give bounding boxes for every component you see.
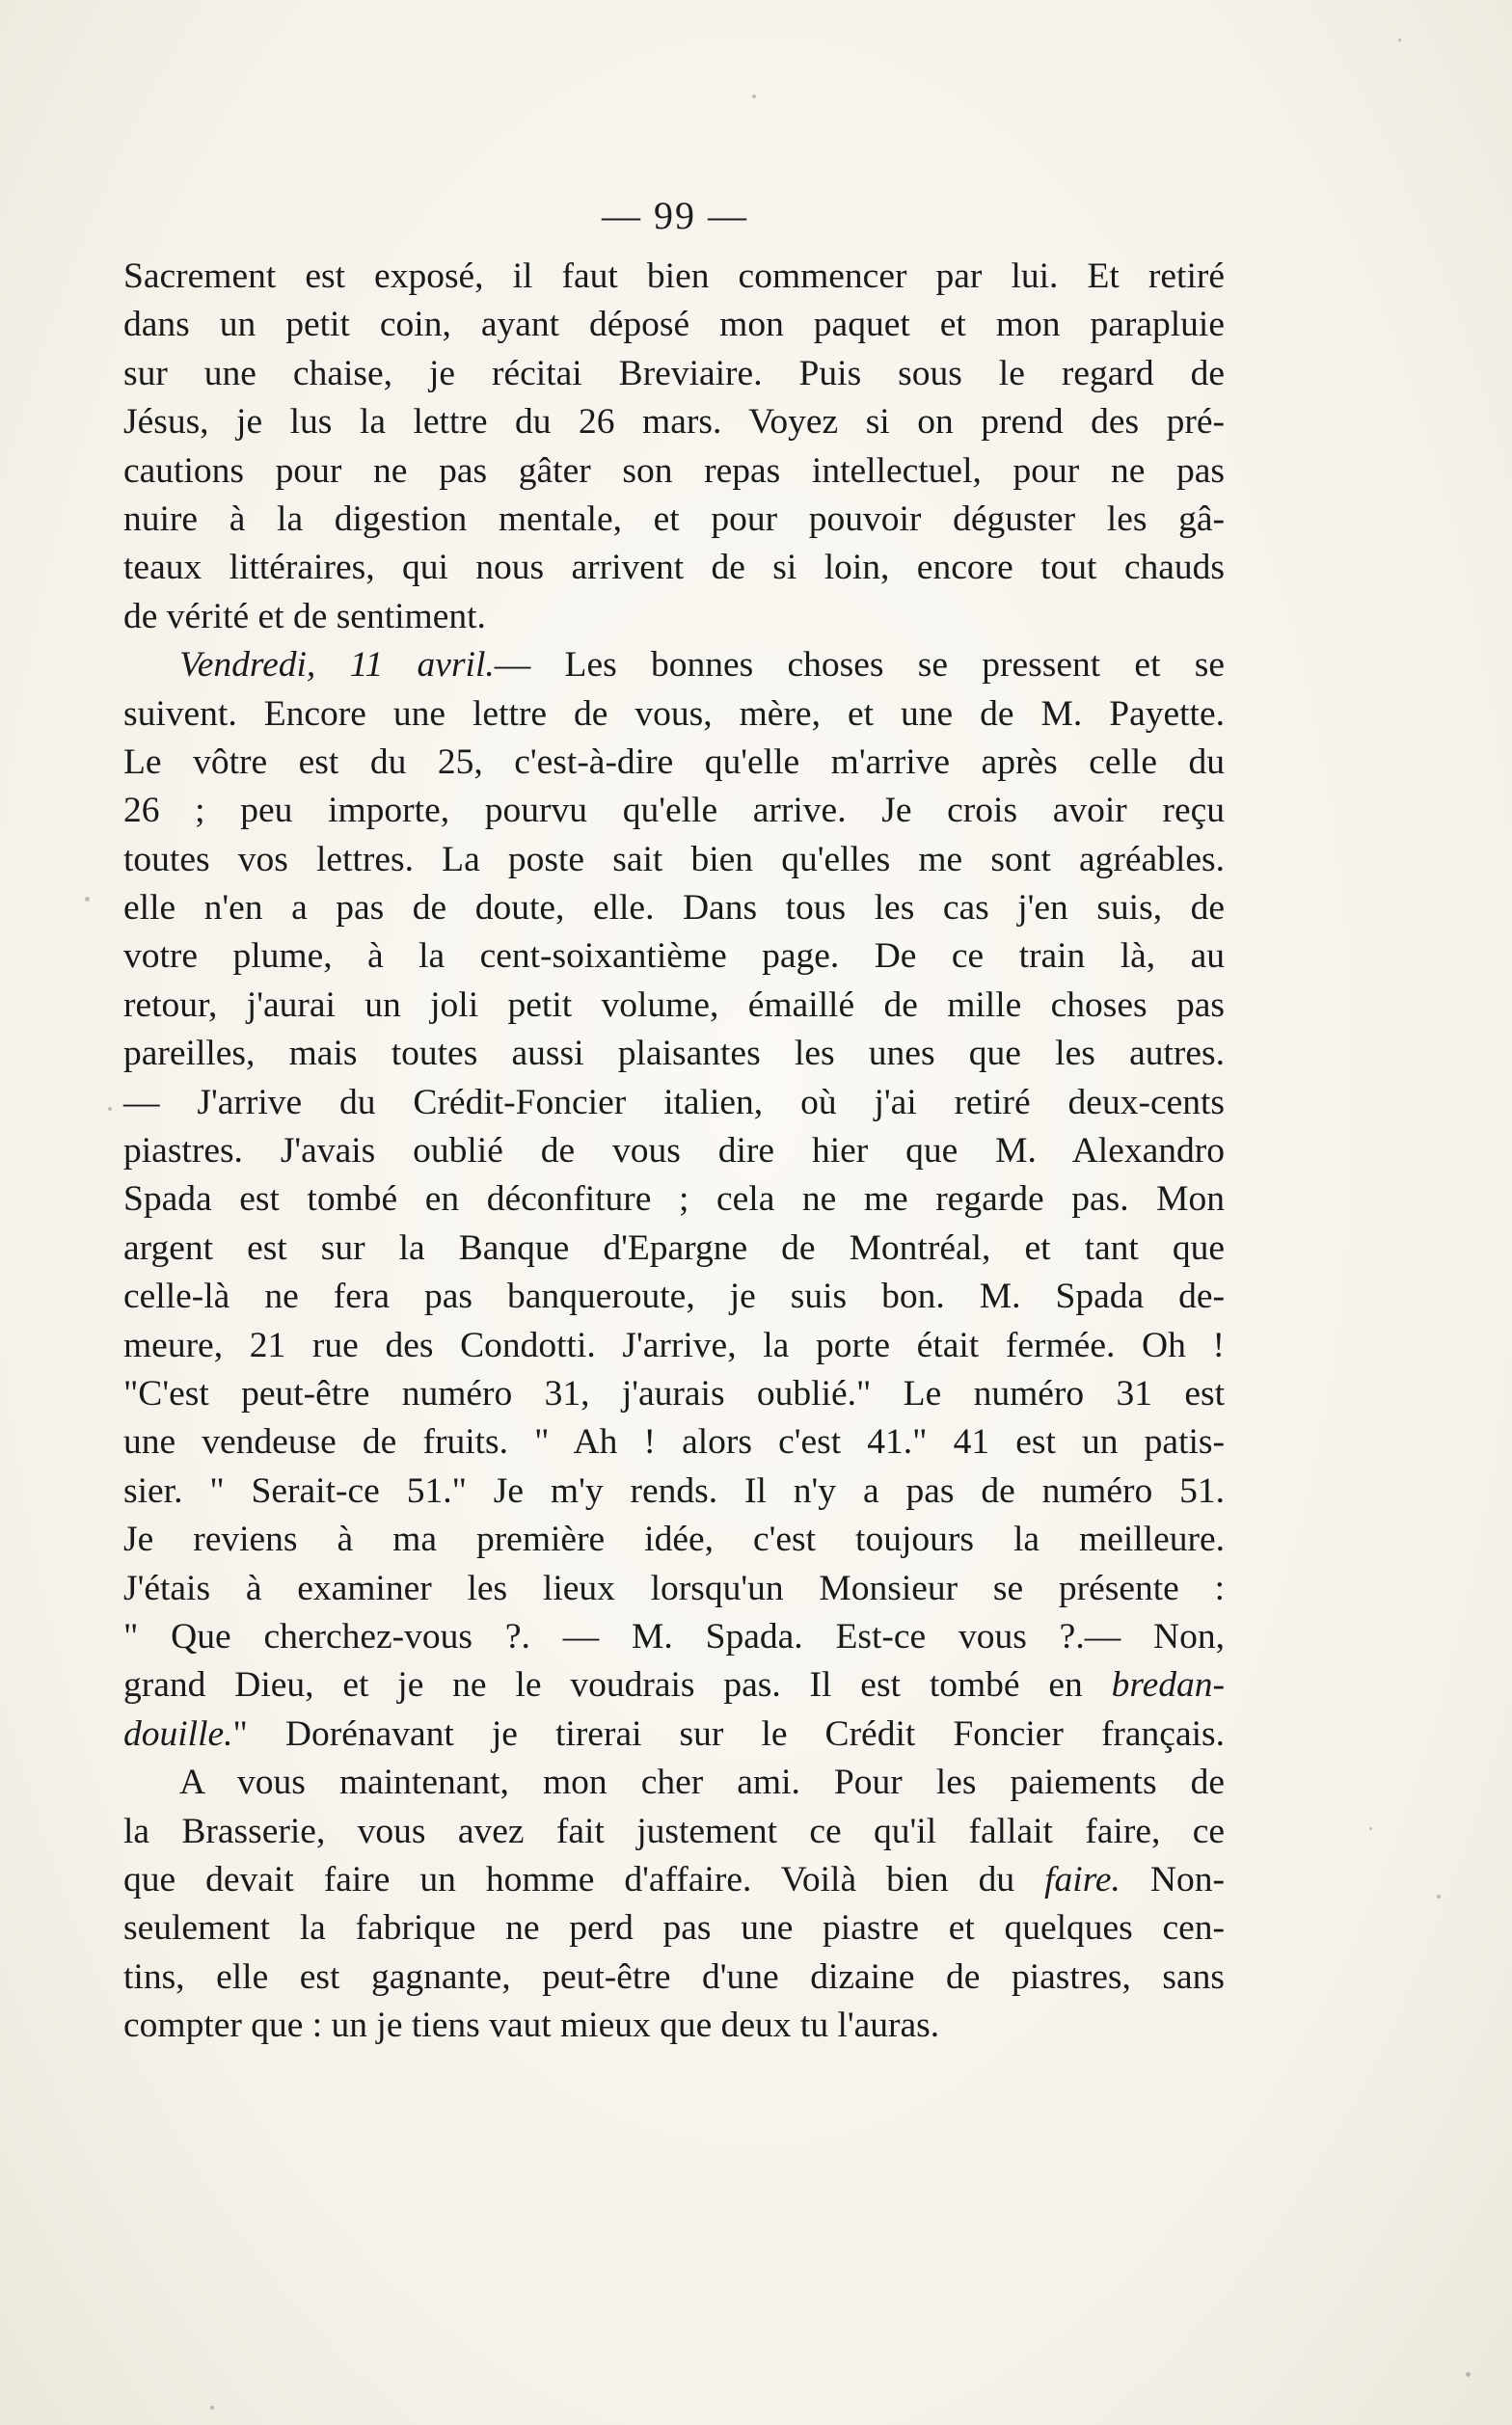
text-segment: teaux littéraires, qui nous arrivent de si loin, encore tout chauds — [123, 548, 1225, 588]
text-line — [123, 690, 1225, 739]
text-segment: piastres. J'avais oublié de vous dire hier que M. Alexandro — [123, 1131, 1225, 1172]
text-line — [123, 641, 1225, 689]
text-segment: Jésus, je lus la lettre du 26 mars. Voyez si on prend des pré- — [123, 402, 1225, 443]
text-segment: Non- — [1120, 1859, 1225, 1900]
text-line — [123, 1759, 1225, 1807]
text-line — [123, 1613, 1225, 1661]
text-segment: de vérité et de sentiment. — [123, 596, 486, 636]
text-line — [123, 1808, 1225, 1856]
text-line — [123, 932, 1225, 981]
scan-speck — [108, 1107, 112, 1111]
scan-speck — [85, 897, 90, 902]
italic-text: faire. — [1044, 1859, 1120, 1900]
text-segment: A vous maintenant, mon cher ami. Pour les paiements de — [179, 1763, 1225, 1803]
text-line — [123, 447, 1225, 496]
text-line — [123, 1175, 1225, 1224]
text-segment: " Dorénavant je tirerai sur le Crédit Foncier français. — [232, 1713, 1225, 1754]
text-line — [123, 1856, 1225, 1904]
text-line — [123, 301, 1225, 349]
text-segment: grand Dieu, et je ne le voudrais pas. Il est tombé en — [123, 1665, 1112, 1706]
text-line — [123, 1565, 1225, 1613]
text-segment: "C'est peut-être numéro 31, j'aurais oublié." Le numéro 31 est — [123, 1373, 1225, 1414]
scan-speck — [1369, 1827, 1372, 1830]
text-line — [123, 253, 1225, 301]
text-segment: meure, 21 rue des Condotti. J'arrive, la porte était fermée. Oh ! — [123, 1325, 1225, 1365]
text-line — [123, 1322, 1225, 1370]
text-segment: retour, j'aurai un joli petit volume, émaillé de mille choses pas — [123, 984, 1225, 1025]
text-line — [123, 1370, 1225, 1418]
scan-speck — [1398, 39, 1401, 41]
text-segment: Spada est tombé en déconfiture ; cela ne me regarde pas. Mon — [123, 1179, 1225, 1220]
text-segment: suivent. Encore une lettre de vous, mère, et une de M. Payette. — [123, 693, 1225, 734]
text-segment: argent est sur la Banque d'Epargne de Montréal, et tant que — [123, 1227, 1225, 1268]
text-segment: une vendeuse de fruits. " Ah ! alors c'est 41." 41 est un patis- — [123, 1422, 1225, 1463]
text-line — [123, 1079, 1225, 1127]
text-segment: sier. " Serait-ce 51." Je m'y rends. Il n'y a pas de numéro 51. — [123, 1470, 1225, 1511]
scan-speck — [210, 2406, 214, 2410]
text-segment: que devait faire un homme d'affaire. Voilà bien du — [123, 1859, 1045, 1900]
text-line — [123, 1418, 1225, 1467]
text-segment: celle-là ne fera pas banqueroute, je suis bon. M. Spada de- — [123, 1277, 1225, 1317]
text-segment: nuire à la digestion mentale, et pour pouvoir déguster les gâ- — [123, 498, 1225, 539]
text-segment: votre plume, à la cent-soixantième page. De ce train là, au — [123, 936, 1225, 977]
text-segment: dans un petit coin, ayant déposé mon paquet et mon parapluie — [123, 305, 1225, 345]
text-segment: Je reviens à ma première idée, c'est toujours la meilleure. — [123, 1520, 1225, 1560]
text-line — [123, 1273, 1225, 1321]
text-segment: tins, elle est gagnante, peut-être d'une dizaine de piastres, sans — [123, 1956, 1225, 1997]
text-line — [123, 1661, 1225, 1710]
text-line — [123, 787, 1225, 835]
text-segment: elle n'en a pas de doute, elle. Dans tous les cas j'en suis, de — [123, 888, 1225, 929]
text-segment: la Brasserie, vous avez fait justement ce qu'il fallait faire, ce — [123, 1811, 1225, 1851]
text-line — [123, 1953, 1225, 2002]
text-line — [123, 593, 1225, 641]
scan-speck — [1437, 1895, 1441, 1899]
text-line — [123, 350, 1225, 398]
text-line — [123, 836, 1225, 884]
text-segment: toutes vos lettres. La poste sait bien qu'elles me sont agréables. — [123, 839, 1225, 879]
text-line — [123, 884, 1225, 932]
text-segment: sur une chaise, je récitai Breviaire. Puis sous le regard de — [123, 353, 1225, 393]
scan-speck — [1466, 2372, 1471, 2377]
text-line — [123, 1711, 1225, 1759]
body-text — [123, 253, 1225, 2050]
italic-text: douille. — [123, 1713, 233, 1754]
text-segment: Le vôtre est du 25, c'est-à-dire qu'elle m'arrive après celle du — [123, 741, 1225, 782]
text-segment: " Que cherchez-vous ?. — M. Spada. Est-ce vous ?.— Non, — [123, 1616, 1225, 1657]
text-segment: — Les bonnes choses se pressent et se — [494, 645, 1226, 686]
italic-text: Vendredi, 11 avril. — [179, 645, 495, 686]
text-segment: seulement la fabrique ne perd pas une piastre et quelques cen- — [123, 1908, 1225, 1949]
text-segment: 26 ; peu importe, pourvu qu'elle arrive. Je crois avoir reçu — [123, 791, 1225, 831]
text-line — [123, 2002, 1225, 2050]
text-line — [123, 739, 1225, 787]
text-segment: Sacrement est exposé, il faut bien commencer par lui. Et retiré — [123, 256, 1225, 296]
text-line — [123, 1468, 1225, 1516]
text-line — [123, 1127, 1225, 1175]
text-line — [123, 1904, 1225, 1953]
page-number: — 99 — — [602, 194, 748, 237]
text-line — [123, 398, 1225, 446]
text-segment: pareilles, mais toutes aussi plaisantes les unes que les autres. — [123, 1034, 1225, 1074]
text-segment: compter que : un je tiens vaut mieux que deux tu l'auras. — [123, 2006, 940, 2046]
scan-speck — [752, 94, 756, 98]
text-line — [123, 1030, 1225, 1078]
text-line — [123, 1516, 1225, 1564]
text-segment: cautions pour ne pas gâter son repas intellectuel, pour ne pas — [123, 450, 1225, 491]
text-segment: — J'arrive du Crédit-Foncier italien, où j'ai retiré deux-cents — [123, 1082, 1225, 1122]
text-segment: J'étais à examiner les lieux lorsqu'un Monsieur se présente : — [123, 1568, 1225, 1608]
text-line — [123, 982, 1225, 1030]
text-line — [123, 496, 1225, 544]
italic-text: bredan- — [1111, 1665, 1225, 1706]
text-line — [123, 544, 1225, 592]
text-line — [123, 1225, 1225, 1273]
